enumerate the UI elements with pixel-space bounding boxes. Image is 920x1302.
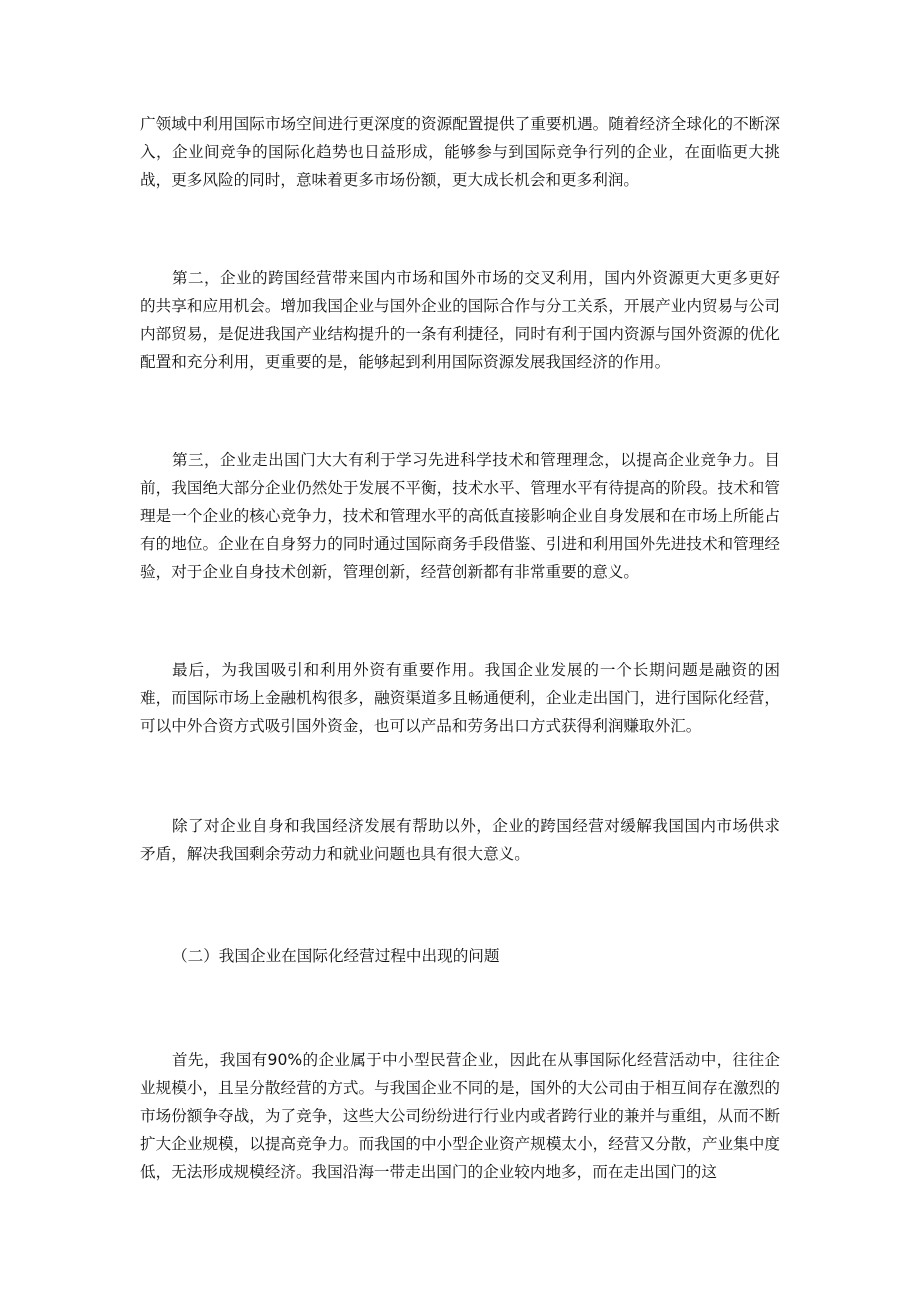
section-heading: （二）我国企业在国际化经营过程中出现的问题 bbox=[172, 947, 500, 965]
paragraph-1: 广领域中利用国际市场空间进行更深度的资源配置提供了重要机遇。随着经济全球化的不断深入，企业间竞争的国际化趋势也日益形成，能够参与到国际竞争行列的企业，在面临更大挑战，更多风险的同时，意味着更多市场份额，更大成长机会和更多利润。 bbox=[140, 115, 780, 189]
paragraph-4: 最后，为我国吸引和利用外资有重要作用。我国企业发展的一个长期问题是融资的困难，而国际市场上金融机构很多，融资渠道多且畅通便利，企业走出国门，进行国际化经营，可以中外合资方式吸引国外资金，也可以产品和劳务出口方式获得利润赚取外汇。 bbox=[140, 661, 780, 735]
paragraph-3: 第三，企业走出国门大大有利于学习先进科学技术和管理理念，以提高企业竞争力。目前，我国绝大部分企业仍然处于发展不平衡，技术水平、管理水平有待提高的阶段。技术和管理是一个企业的核心竞争力，技术和管理水平的高低直接影响企业自身发展和在市场上所能占有的地位。企业在自身努力的同时通过国际商务手段借鉴、引进和利用国外先进技术和管理经验，对于企业自身技术创新，管理创新，经营创新都有非常重要的意义。 bbox=[140, 451, 780, 581]
paragraph-2: 第二，企业的跨国经营带来国内市场和国外市场的交叉利用，国内外资源更大更多更好的共享和应用机会。增加我国企业与国外企业的国际合作与分工关系，开展产业内贸易与公司内部贸易，是促进我国产业结构提升的一条有利捷径，同时有利于国内资源与国外资源的优化配置和充分利用，更重要的是，能够起到利用国际资源发展我国经济的作用。 bbox=[140, 269, 780, 371]
paragraph-5: 除了对企业自身和我国经济发展有帮助以外，企业的跨国经营对缓解我国国内市场供求矛盾，解决我国剩余劳动力和就业问题也具有很大意义。 bbox=[140, 817, 780, 863]
paragraph-6: 首先，我国有90%的企业属于中小型民营企业，因此在从事国际化经营活动中，往往企业规模小，且呈分散经营的方式。与我国企业不同的是，国外的大公司由于相互间存在激烈的市场份额争夺战，为了竞争，这些大公司纷纷进行行业内或者跨行业的兼并与重组，从而不断扩大企业规模，以提高竞争力。而我国的中小型企业资产规模太小，经营又分散，产业集中度低，无法形成规模经济。我国沿海一带走出国门的企业较内地多，而在走出国门的这 bbox=[140, 1051, 780, 1181]
